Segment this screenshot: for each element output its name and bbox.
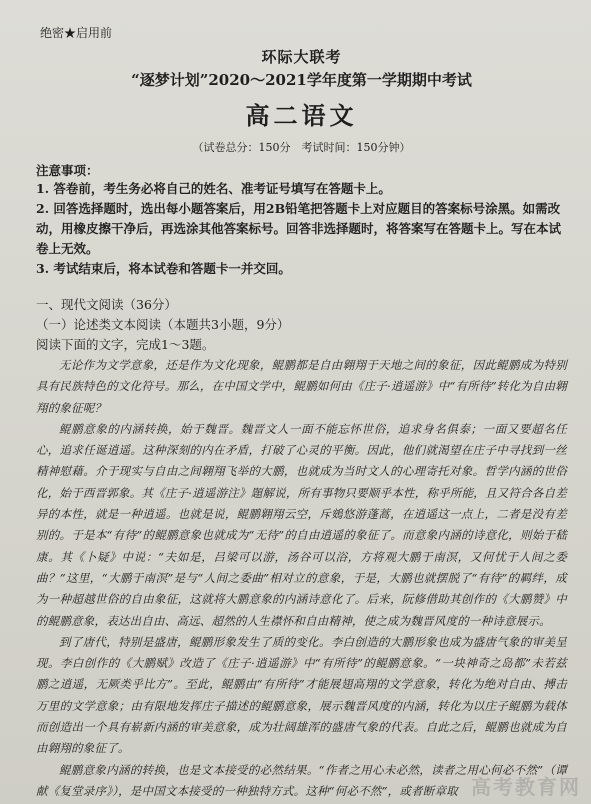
- exam-meta: （试卷总分：150分 考试时间：150分钟）: [192, 141, 411, 154]
- subsection-heading: （一）论述类文本阅读（本题共3小题，9分）: [36, 317, 290, 332]
- reading-instruction: 阅读下面的文字，完成1～3题。: [36, 337, 215, 352]
- notice-item: 1. 答卷前，考生务必将自己的姓名、准考证号填写在答题卡上。: [36, 181, 391, 196]
- exam-alliance-title: 环际大联考: [261, 48, 342, 66]
- notice-heading: 注意事项：: [36, 163, 99, 178]
- watermark-logo: 高考教育网: [471, 775, 581, 799]
- notice-list: [36, 179, 567, 279]
- section-heading: 一、现代文阅读（36分）: [36, 297, 177, 312]
- reading-passage: [36, 355, 567, 802]
- notice-item: 2. 回答选择题时，选出每小题答案后，用2B铅笔把答题卡上对应题目的答案标号涂黑。如需改动，用橡皮擦干净后，再选涂其他答案标号。回答非选择题时，将答案写在答题卡上。写在本试卷上无效。: [36, 201, 562, 256]
- passage-paragraph: 鲲鹏意象内涵的转换，也是文本接受的必然结果。“作者之用心未必然，读者之用心何必不然”（谭献《复堂录序》），是中国文本接受的一种独特方式。这种“何必不然”，或者断章取: [36, 762, 567, 798]
- subject-title: 高二语文: [245, 101, 358, 130]
- section-headings: [36, 295, 567, 355]
- passage-paragraph: 到了唐代，特别是盛唐，鲲鹏形象发生了质的变化。李白创造的大鹏形象也成为盛唐气象的审美呈现。李白创作的《大鹏赋》改造了《庄子·逍遥游》中“有所待”的鲲鹏意象。“一块神奇之岛都”未若兹鹏之逍遥，无厥类乎比方”。至此，鲲鹏由“有所待”才能展翅高翔的文学意象，转化为绝对自由、搏击万里的文学意象；由有限地发挥庄子描述的鲲鹏意象，展示魏晋风度的内涵，转化为以庄子鲲鹏为载体而创造出一个具有崭新内涵的审美意象，成为壮阔雄浑的盛唐气象的代表。自此之后，鲲鹏也就成为自由翱翔的象征了。: [36, 634, 567, 756]
- notice-item: 3. 考试结束后，将本试卷和答题卡一并交回。: [36, 261, 291, 276]
- exam-term-title: “逐梦计划”2020～2021学年度第一学期期中考试: [131, 71, 472, 89]
- passage-paragraph: 无论作为文学意象，还是作为文化现象，鲲鹏都是自由翱翔于天地之间的象征，因此鲲鹏成为特别具有民族特色的文化符号。那么，在中国文学中，鲲鹏如何由《庄子·逍遥游》中“有所待”转化为自由翱翔的象征呢？: [36, 358, 567, 415]
- confidential-label: 绝密★启用前: [40, 26, 113, 40]
- passage-paragraph: 鲲鹏意象的内涵转换，始于魏晋。魏晋文人一面不能忘怀世俗，追求身名俱泰；一面又要超名任心，追求任诞逍遥。这种深刻的内在矛盾，打破了心灵的平衡。因此，他们就渴望在庄子中寻找到一丝精神慰藉。介于现实与自由之间翱翔飞举的大鹏，也就成为当时文人的心理寄托对象。哲学内涵的世俗化，始于西晋郭象。其《庄子·逍遥游注》題解说，所有事物只要顺乎本性，称乎所能，且又符合各自差异的本性，就是一种逍遥。也就是说，鲲鹏翱翔云空，斥鴳悠游蓬蒿，在逍遥这一点上，二者是没有差别的。于是本“有待”的鲲鹏意象也就成为“无待”的自由逍遥的象征了。而意象内涵的诗意化，则始于嵇康。其《卜疑》中说：“夫如是，吕梁可以游，汤谷可以浴，方将观大鹏于南溟，又何忧于人间之委曲？”这里，“大鹏于南溟”是与“人间之委曲”相对立的意象，于是，大鹏也就摆脱了“有待”的羁绊，成为一种超越世俗的自由象征，这就将大鹏意象的内涵诗意化了。后来，阮修借助其创作的《大鹏赞》中的鲲鹏意象，表达出自由、高远、超然的人生襟怀和自由精神，使之成为魏晋风度的一种诗意展示。: [36, 421, 567, 628]
